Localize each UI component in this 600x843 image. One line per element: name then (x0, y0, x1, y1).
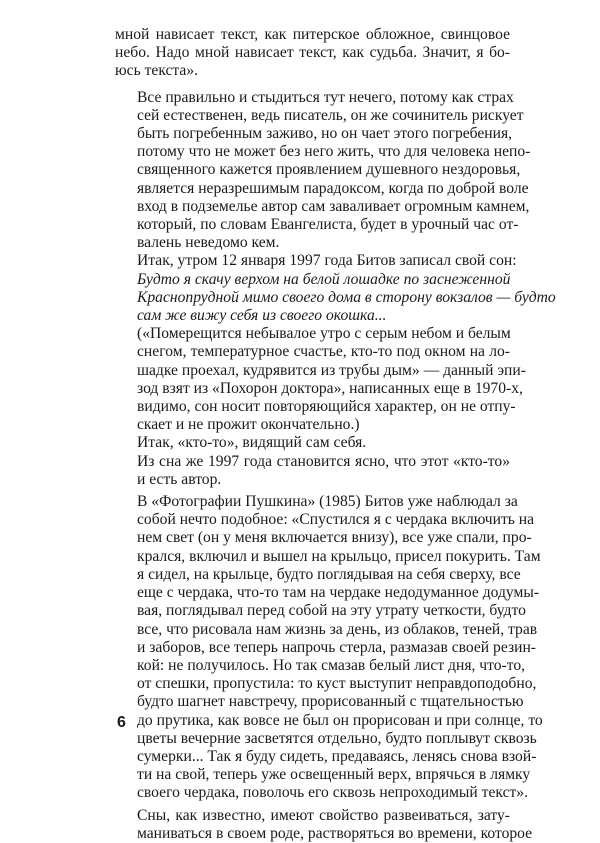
text-line: скает и не прожит окончательно.) (137, 416, 360, 434)
text-line: который, по словам Евангелиста, будет в урочный час от- (137, 216, 519, 234)
text-line: кой: не получилось. Но так смазав белый лист дня, что-то, (137, 656, 526, 674)
paragraph-7 (115, 453, 510, 489)
paragraph-5 (115, 325, 526, 434)
text-line: нем свет (он у меня включается внизу), все уже спали, про- (137, 529, 532, 547)
text-line: своего чердака, поволочь его сквозь непроходимый текст». (137, 784, 529, 802)
text-line: вая, поглядывал перед собой на эту утрату четкости, будто (137, 602, 526, 620)
text-line: я сидел, на крыльце, будто поглядывая на себя сверху, все (137, 565, 521, 583)
paragraph-1 (115, 26, 510, 81)
text-line: В «Фотографии Пушкина» (1985) Битов уже наблюдал за (137, 493, 518, 511)
paragraph-3 (115, 252, 517, 270)
text-line: сей естественен, ведь писатель, он же сочинитель рискует (137, 106, 524, 124)
text-line: («Померещится небывалое утро с серым небом и белым (137, 325, 511, 343)
text-line: Все правильно и стыдиться тут нечего, потому как страх (137, 88, 514, 106)
text-line: маниваться в своем роде, растворяться во времени, которое (137, 824, 533, 842)
text-line: еще с чердака, что-то там на чердаке недодуманное додумы- (137, 584, 540, 602)
text-line: потому что не может без него жить, что для человека непо- (137, 143, 531, 161)
text-line: зод взят из «Похорон доктора», написанных еще в 1970-х, (137, 379, 523, 397)
text-line: сумерки... Так я буду сидеть, предаваясь, ленясь снова взой- (137, 747, 537, 765)
text-line: Будто я скачу верхом на белой лошадке по заснеженной (137, 270, 511, 288)
text-line: вход в подземелье автор сам заваливает огромным камнем, (137, 197, 530, 215)
text-line: будто шагнет навстречу, прорисованный с тщательностью (137, 693, 524, 711)
text-line: от спешки, пропустила: то куст выступит неправдоподобно, (137, 675, 537, 693)
text-line: быть погребенным заживо, но он чает этого погребения, (137, 125, 513, 143)
text-line: ти на свой, теперь уже освещенный верх, впрячься в лямку (137, 766, 531, 784)
paragraph-9 (115, 806, 533, 843)
page-body (115, 26, 556, 843)
paragraph-8 (115, 493, 543, 802)
text-line: снегом, температурное счастье, кто-то под окном на ло- (137, 343, 510, 361)
text-line: шадке проехал, кудрявится из трубы дым» — данный эпи- (137, 361, 526, 379)
text-line: и есть автор. (137, 470, 222, 488)
page-number: 6 (117, 714, 126, 731)
text-line: все, что рисовала нам жизнь за день, из облаков, теней, трав (137, 620, 538, 638)
text-line: является неразрешимым парадоксом, когда по доброй воле (137, 179, 529, 197)
text-line: цветы вечерние засветятся отдельно, будто поплывут сквозь (137, 729, 537, 747)
text-line: до прутика, как вовсе не был он прорисован и при солнце, то (137, 711, 543, 729)
paragraph-6 (115, 434, 510, 452)
text-line: собой нечто подобное: «Спустился я с чердака включить на (137, 511, 535, 529)
text-line: и заборов, все теперь напрочь стерла, размазав своей резин- (137, 638, 536, 656)
text-line: Краснопрудной мимо своего дома в сторону вокзалов — будто (137, 288, 556, 306)
text-line: юсь текста». (115, 62, 199, 80)
text-line: священного кажется проявлением душевного нездоровья, (137, 161, 521, 179)
text-line: Итак, «кто-то», видящий сам себя. (137, 434, 367, 452)
text-line: Сны, как известно, имеют свойство развеиваться, зату- (137, 806, 510, 824)
text-line: крался, включил и вышел на крыльцо, присел покурить. Там (137, 547, 541, 565)
text-line: сам же вижу себя из своего окошка... (137, 307, 387, 325)
text-line: валень неведомо кем. (137, 234, 280, 252)
text-line: Итак, утром 12 января 1997 года Битов записал свой сон: (137, 252, 517, 270)
text-line: мной нависает текст, как питерское обложное, свинцовое (115, 26, 510, 43)
text-line: небо. Надо мной нависает текст, как судьба. Значит, я бо- (115, 44, 510, 62)
paragraph-2 (115, 88, 531, 253)
text-line: Из сна же 1997 года становится ясно, что этот «кто-то» (137, 452, 510, 470)
quote-dream (115, 270, 556, 326)
text-line: видимо, сон носит повторяющийся характер, он не отпу- (137, 398, 516, 416)
